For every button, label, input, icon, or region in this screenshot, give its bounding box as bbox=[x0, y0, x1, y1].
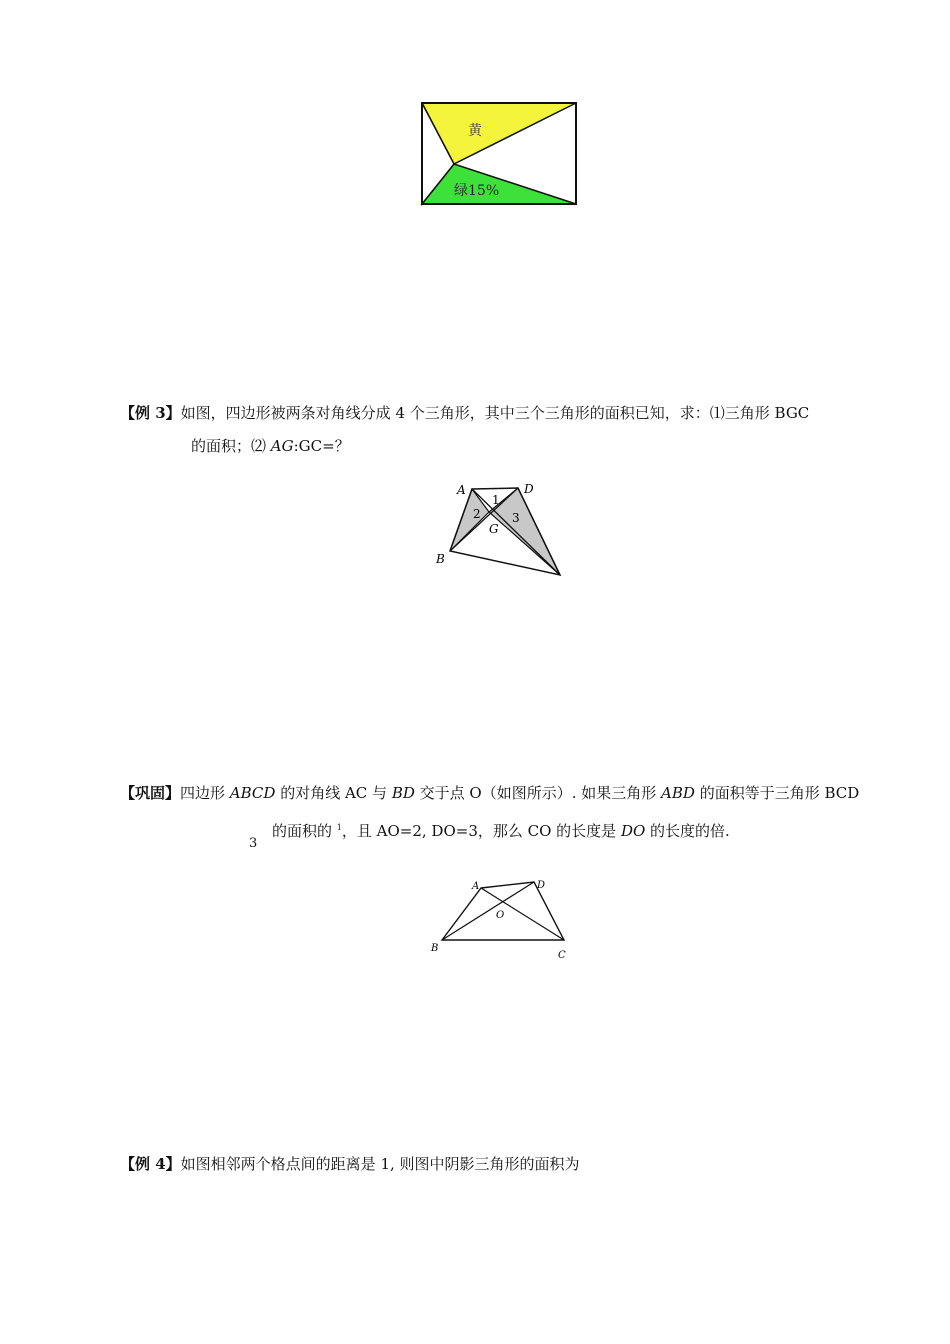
diagonal-ac bbox=[481, 888, 564, 940]
consolidate-line1 bbox=[120, 783, 859, 803]
example3-ag: AG bbox=[270, 437, 294, 455]
diagonal-bd bbox=[442, 882, 534, 940]
vertex-d: D bbox=[524, 482, 534, 496]
example3-text-2a: 的面积；⑵ bbox=[191, 437, 271, 455]
consolidate-tag: 【巩固】 bbox=[120, 784, 181, 802]
example4-text: 如图相邻两个格点间的距离是 1, 则图中阴影三角形的面积为 bbox=[180, 1155, 580, 1173]
consolidate-t1: 四边形 bbox=[180, 784, 230, 802]
area-1: 1 bbox=[492, 493, 500, 507]
consolidate-l2a: 的面积的 bbox=[272, 822, 337, 840]
consolidate-abd: ABD bbox=[661, 784, 695, 802]
quadrilateral-figure-2 bbox=[426, 874, 576, 966]
vertex-b: B bbox=[431, 943, 439, 954]
example3-text-1: 如图，四边形被两条对角线分成 4 个三角形，其中三个三角形的面积已知，求：⑴三角形 BGC bbox=[180, 404, 810, 422]
consolidate-l2c: 的长度的倍. bbox=[645, 822, 730, 840]
vertex-b: B bbox=[436, 552, 445, 566]
yellow-label: 黄 bbox=[468, 123, 482, 139]
consolidate-do: DO bbox=[620, 822, 646, 840]
point-g: G bbox=[489, 522, 499, 536]
consolidate-t4: 的面积等于三角形 BCD bbox=[694, 784, 860, 802]
green-label: 绿15% bbox=[454, 183, 500, 199]
consolidate-bd: BD bbox=[391, 784, 415, 802]
example3-line1 bbox=[120, 403, 809, 423]
example4-line bbox=[120, 1154, 580, 1174]
example3-tag: 【例 3】 bbox=[120, 404, 181, 422]
example3-line2 bbox=[191, 436, 350, 456]
example3-text-2b: :GC=？ bbox=[293, 437, 350, 455]
vertex-d: D bbox=[537, 880, 546, 891]
area-2: 2 bbox=[473, 507, 481, 521]
consolidate-line2 bbox=[272, 818, 730, 841]
area-3: 3 bbox=[512, 511, 520, 525]
vertex-a: A bbox=[472, 881, 480, 892]
rectangle-figure bbox=[418, 98, 582, 210]
consolidate-abcd: ABCD bbox=[229, 784, 276, 802]
vertex-a: A bbox=[457, 483, 466, 497]
fraction-denominator: 3 bbox=[249, 836, 258, 851]
consolidate-l2b: ，且 AO=2, DO=3，那么 CO 的长度是 bbox=[341, 822, 621, 840]
consolidate-t2: 的对角线 AC 与 bbox=[275, 784, 392, 802]
point-o: O bbox=[496, 910, 505, 921]
quadrilateral-figure-1 bbox=[432, 478, 572, 582]
example4-tag: 【例 4】 bbox=[120, 1155, 181, 1173]
consolidate-t3: 交于点 O（如图所示）. 如果三角形 bbox=[414, 784, 662, 802]
fraction-numerator: 1 bbox=[336, 823, 342, 832]
vertex-c: C bbox=[558, 950, 566, 961]
